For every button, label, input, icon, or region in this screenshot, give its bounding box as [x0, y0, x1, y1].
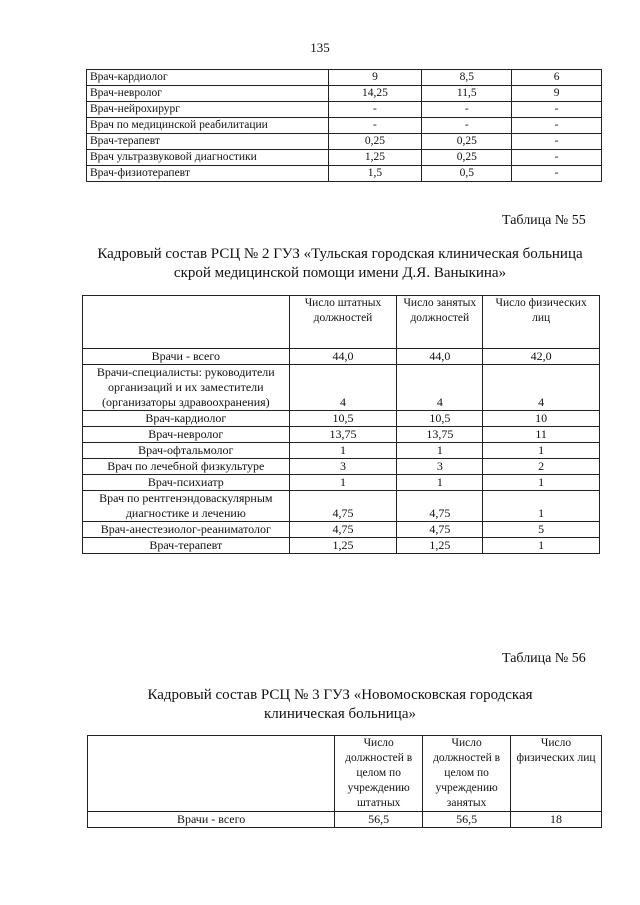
table-55-header-cell: [83, 296, 290, 349]
value-cell: 1,5: [328, 166, 422, 182]
value-cell: 44,0: [397, 349, 483, 365]
value-cell: 1: [289, 443, 397, 459]
row-name-cell: Врач ультразвуковой диагностики: [87, 150, 329, 166]
row-name-cell: Врач-нейрохирург: [87, 102, 329, 118]
row-name-cell: Врач по рентгенэндоваскулярным диагностике и лечению: [83, 491, 290, 522]
value-cell: 11: [483, 427, 600, 443]
table-55-row: [83, 427, 600, 443]
value-cell: -: [512, 166, 602, 182]
value-cell: 9: [328, 70, 422, 86]
value-cell: -: [328, 102, 422, 118]
value-cell: 5: [483, 522, 600, 538]
table-55-row: [83, 538, 600, 554]
value-cell: 18: [511, 812, 602, 828]
table-55-caption-line2: скрой медицинской помощи имени Д.Я. Ваныкина»: [173, 265, 507, 281]
value-cell: -: [512, 118, 602, 134]
row-name-cell: Врач-кардиолог: [87, 70, 329, 86]
table-55-row: [83, 349, 600, 365]
value-cell: 44,0: [289, 349, 397, 365]
value-cell: 1: [483, 491, 600, 522]
value-cell: 11,5: [422, 86, 512, 102]
value-cell: 1: [289, 475, 397, 491]
value-cell: 4: [397, 365, 483, 411]
value-cell: 10,5: [289, 411, 397, 427]
table-55-caption: [40, 245, 640, 283]
value-cell: -: [512, 102, 602, 118]
row-name-cell: Врач-невролог: [87, 86, 329, 102]
table-54-row: [87, 70, 602, 86]
table-56-header-cell: Число должностей в целом по учреждению штатных: [335, 736, 423, 812]
value-cell: 0,25: [328, 134, 422, 150]
value-cell: -: [328, 118, 422, 134]
value-cell: 1: [483, 443, 600, 459]
table-56-caption-line2: клиническая больница»: [264, 706, 416, 722]
row-name-cell: Врач-невролог: [83, 427, 290, 443]
table-55-header-cell: Число штатных должностей: [289, 296, 397, 349]
value-cell: 4,75: [289, 491, 397, 522]
row-name-cell: Врач-анестезиолог-реаниматолог: [83, 522, 290, 538]
table-55-caption-line1: Кадровый состав РСЦ № 2 ГУЗ «Тульская городская клиническая больница: [97, 246, 583, 262]
row-name-cell: Врач-терапевт: [83, 538, 290, 554]
value-cell: 3: [289, 459, 397, 475]
table-56-caption-line1: Кадровый состав РСЦ № 3 ГУЗ «Новомосковская городская: [147, 687, 533, 703]
row-name-cell: Врач-кардиолог: [83, 411, 290, 427]
value-cell: 6: [512, 70, 602, 86]
row-name-cell: Врач по лечебной физкультуре: [83, 459, 290, 475]
value-cell: -: [422, 102, 512, 118]
table-55: [82, 295, 600, 554]
value-cell: 13,75: [289, 427, 397, 443]
value-cell: 42,0: [483, 349, 600, 365]
row-name-cell: Врач-терапевт: [87, 134, 329, 150]
table-55-row: [83, 522, 600, 538]
table-55-row: [83, 411, 600, 427]
table-55-row: [83, 491, 600, 522]
table-55-row: [83, 459, 600, 475]
table-54-row: [87, 166, 602, 182]
table-56: [87, 735, 602, 828]
row-name-cell: Врачи - всего: [83, 349, 290, 365]
value-cell: 1,25: [328, 150, 422, 166]
value-cell: 13,75: [397, 427, 483, 443]
value-cell: 0,25: [422, 134, 512, 150]
table-54-row: [87, 134, 602, 150]
table-55-header-cell: Число физических лиц: [483, 296, 600, 349]
value-cell: 4,75: [397, 491, 483, 522]
table-55-number: Таблица № 55: [502, 213, 586, 228]
table-55-row: [83, 365, 600, 411]
table-54-row: [87, 118, 602, 134]
row-name-cell: Врач по медицинской реабилитации: [87, 118, 329, 134]
value-cell: 1,25: [289, 538, 397, 554]
page-number: 135: [310, 40, 330, 55]
value-cell: 2: [483, 459, 600, 475]
table-56-row: [88, 812, 602, 828]
value-cell: 1: [483, 475, 600, 491]
value-cell: 0,25: [422, 150, 512, 166]
table-56-number: Таблица № 56: [502, 651, 586, 666]
table-54-continuation: [86, 69, 602, 182]
value-cell: 1,25: [397, 538, 483, 554]
table-56-caption: [40, 686, 640, 724]
table-54-row: [87, 102, 602, 118]
value-cell: -: [512, 150, 602, 166]
value-cell: 4,75: [289, 522, 397, 538]
table-56-header-cell: Число должностей в целом по учреждению занятых: [423, 736, 511, 812]
table-55-row: [83, 443, 600, 459]
value-cell: -: [422, 118, 512, 134]
table-55-header-cell: Число занятых должностей: [397, 296, 483, 349]
value-cell: 9: [512, 86, 602, 102]
table-54-row: [87, 86, 602, 102]
value-cell: 1: [397, 475, 483, 491]
table-56-header-cell: Число физических лиц: [511, 736, 602, 812]
value-cell: 8,5: [422, 70, 512, 86]
value-cell: 1: [483, 538, 600, 554]
value-cell: 0,5: [422, 166, 512, 182]
table-55-header-row: [83, 296, 600, 349]
value-cell: 1: [397, 443, 483, 459]
row-name-cell: Врачи-специалисты: руководители организаций и их заместители (организаторы здравоохранения): [83, 365, 290, 411]
table-54-row: [87, 150, 602, 166]
row-name-cell: Врач-физиотерапевт: [87, 166, 329, 182]
value-cell: 10,5: [397, 411, 483, 427]
value-cell: 3: [397, 459, 483, 475]
value-cell: 10: [483, 411, 600, 427]
table-56-header-cell: [88, 736, 335, 812]
value-cell: 56,5: [335, 812, 423, 828]
value-cell: 4,75: [397, 522, 483, 538]
row-name-cell: Врачи - всего: [88, 812, 335, 828]
value-cell: 14,25: [328, 86, 422, 102]
value-cell: -: [512, 134, 602, 150]
value-cell: 4: [289, 365, 397, 411]
value-cell: 4: [483, 365, 600, 411]
value-cell: 56,5: [423, 812, 511, 828]
row-name-cell: Врач-психиатр: [83, 475, 290, 491]
table-56-header-row: [88, 736, 602, 812]
table-55-row: [83, 475, 600, 491]
row-name-cell: Врач-офтальмолог: [83, 443, 290, 459]
